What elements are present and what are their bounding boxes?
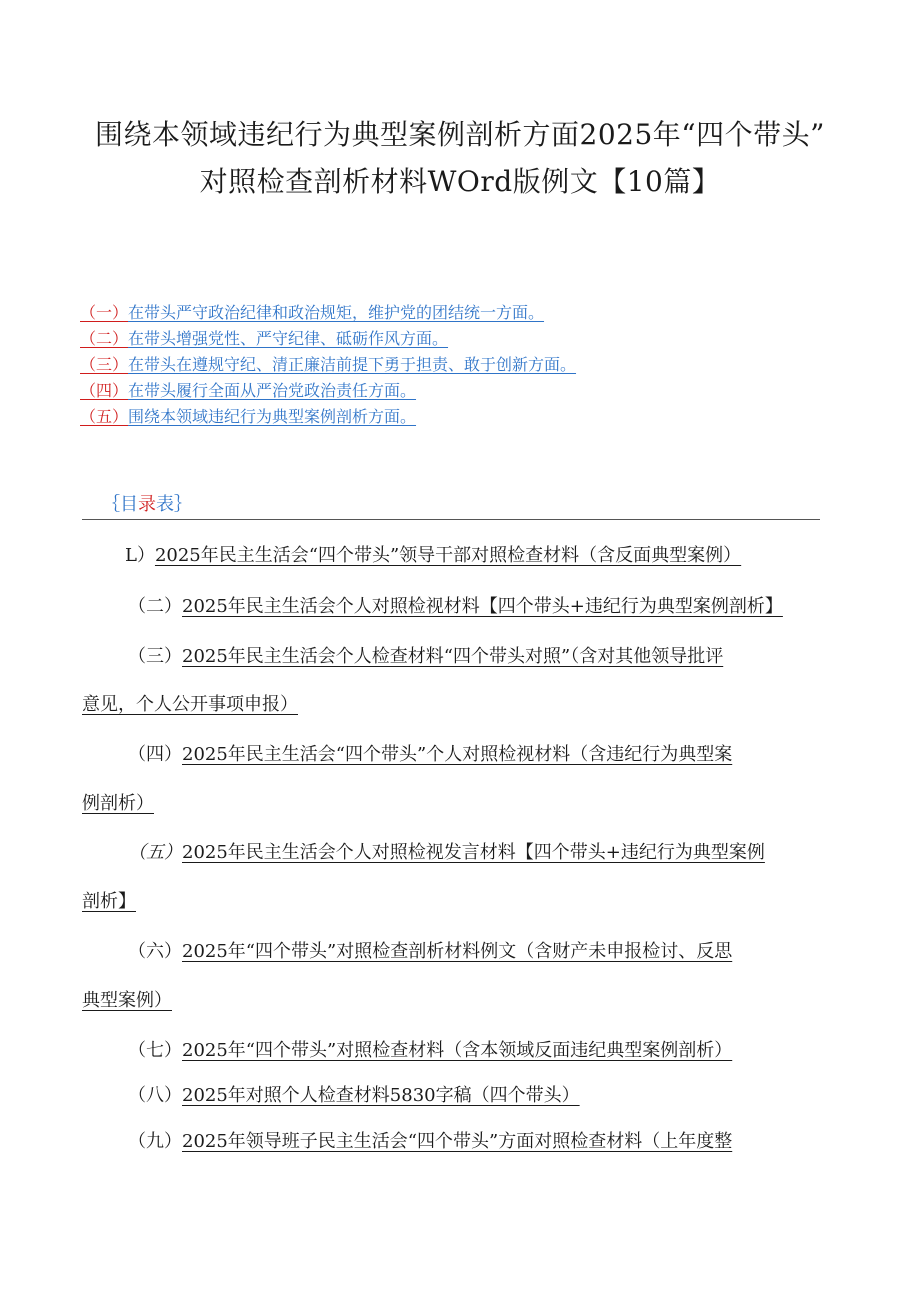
- toc-item-number: （三）: [128, 646, 182, 667]
- toc-item-9[interactable]: [128, 1127, 732, 1153]
- document-title-line-2: 对照检查剖析材料WOrd版例文【10篇】: [199, 165, 721, 198]
- toc-item-text: 剖析】: [82, 891, 136, 912]
- toc-item-text: 2025年对照个人检查材料5830字稿（四个带头）: [182, 1085, 580, 1106]
- toc-item-3-continued[interactable]: [82, 690, 298, 716]
- section-link-text: 在带头在遵规守纪、清正廉洁前提下勇于担责、敢于创新方面。: [128, 355, 577, 374]
- toc-item-8[interactable]: [128, 1081, 580, 1107]
- toc-item-text: 意见，个人公开事项申报）: [82, 694, 298, 715]
- section-link-text: 在带头严守政治纪律和政治规矩，维护党的团结统一方面。: [128, 303, 545, 322]
- toc-item-text: 例剖析）: [82, 793, 154, 814]
- section-link-2[interactable]: [80, 326, 800, 352]
- section-link-number: （二）: [80, 329, 129, 348]
- toc-item-number: （二）: [128, 596, 182, 617]
- toc-item-number: （八）: [128, 1085, 182, 1106]
- toc-item-6-continued[interactable]: [82, 986, 172, 1012]
- toc-item-text: 2025年“四个带头”对照检查剖析材料例文（含财产未申报检讨、反思: [182, 941, 733, 962]
- toc-item-5[interactable]: [128, 838, 765, 864]
- toc-item-text: 2025年民主生活会“四个带头”领导干部对照检查材料（含反面典型案例）: [154, 545, 742, 566]
- toc-item-text: 典型案例）: [82, 990, 172, 1011]
- toc-item-number: （七）: [128, 1040, 182, 1061]
- toc-item-text: 2025年“四个带头”对照检查材料（含本领域反面违纪典型案例剖析）: [182, 1040, 733, 1061]
- section-link-number: （一）: [80, 303, 129, 322]
- toc-item-1[interactable]: [125, 541, 741, 567]
- toc-item-3[interactable]: [128, 642, 723, 668]
- section-link-number: （四）: [80, 381, 129, 400]
- toc-heading-open: ｛目: [102, 494, 138, 515]
- toc-item-text: 2025年民主生活会“四个带头”个人对照检视材料（含违纪行为典型案: [182, 744, 733, 765]
- toc-item-text: 2025年民主生活会个人检查材料“四个带头对照”（含对其他领导批评: [182, 646, 724, 667]
- section-link-text: 在带头履行全面从严治党政治责任方面。: [128, 381, 417, 400]
- toc-item-number: （六）: [128, 941, 182, 962]
- section-link-4[interactable]: [80, 378, 800, 404]
- toc-heading: [102, 490, 192, 516]
- toc-item-4[interactable]: [128, 740, 732, 766]
- section-link-text: 围绕本领域违纪行为典型案例剖析方面。: [128, 407, 417, 426]
- section-link-3[interactable]: [80, 352, 800, 378]
- section-link-text: 在带头增强党性、严守纪律、砥砺作风方面。: [128, 329, 449, 348]
- toc-item-text: 2025年民主生活会个人对照检视发言材料【四个带头+违纪行为典型案例: [182, 842, 765, 863]
- toc-item-6[interactable]: [128, 937, 732, 963]
- toc-item-number: （五）: [128, 842, 182, 863]
- section-link-5[interactable]: [80, 404, 800, 430]
- toc-item-7[interactable]: [128, 1036, 732, 1062]
- toc-heading-mid: 录: [138, 494, 156, 515]
- toc-item-4-continued[interactable]: [82, 789, 154, 815]
- toc-item-text: 2025年领导班子民主生活会“四个带头”方面对照检查材料（上年度整: [182, 1131, 733, 1152]
- toc-item-5-continued[interactable]: [82, 887, 136, 913]
- section-link-list: [80, 300, 800, 430]
- toc-item-number: L）: [125, 545, 155, 566]
- toc-item-number: （四）: [128, 744, 182, 765]
- toc-divider: [82, 519, 820, 520]
- document-title-line-1: 围绕本领域违纪行为典型案例剖析方面2025年“四个带头”: [95, 118, 825, 151]
- section-link-1[interactable]: [80, 300, 800, 326]
- section-link-number: （三）: [80, 355, 129, 374]
- toc-item-2[interactable]: [128, 592, 783, 618]
- section-link-number: （五）: [80, 407, 129, 426]
- toc-item-text: 2025年民主生活会个人对照检视材料【四个带头+违纪行为典型案例剖析】: [182, 596, 783, 617]
- toc-heading-close: 表｝: [156, 494, 192, 515]
- toc-item-number: （九）: [128, 1131, 182, 1152]
